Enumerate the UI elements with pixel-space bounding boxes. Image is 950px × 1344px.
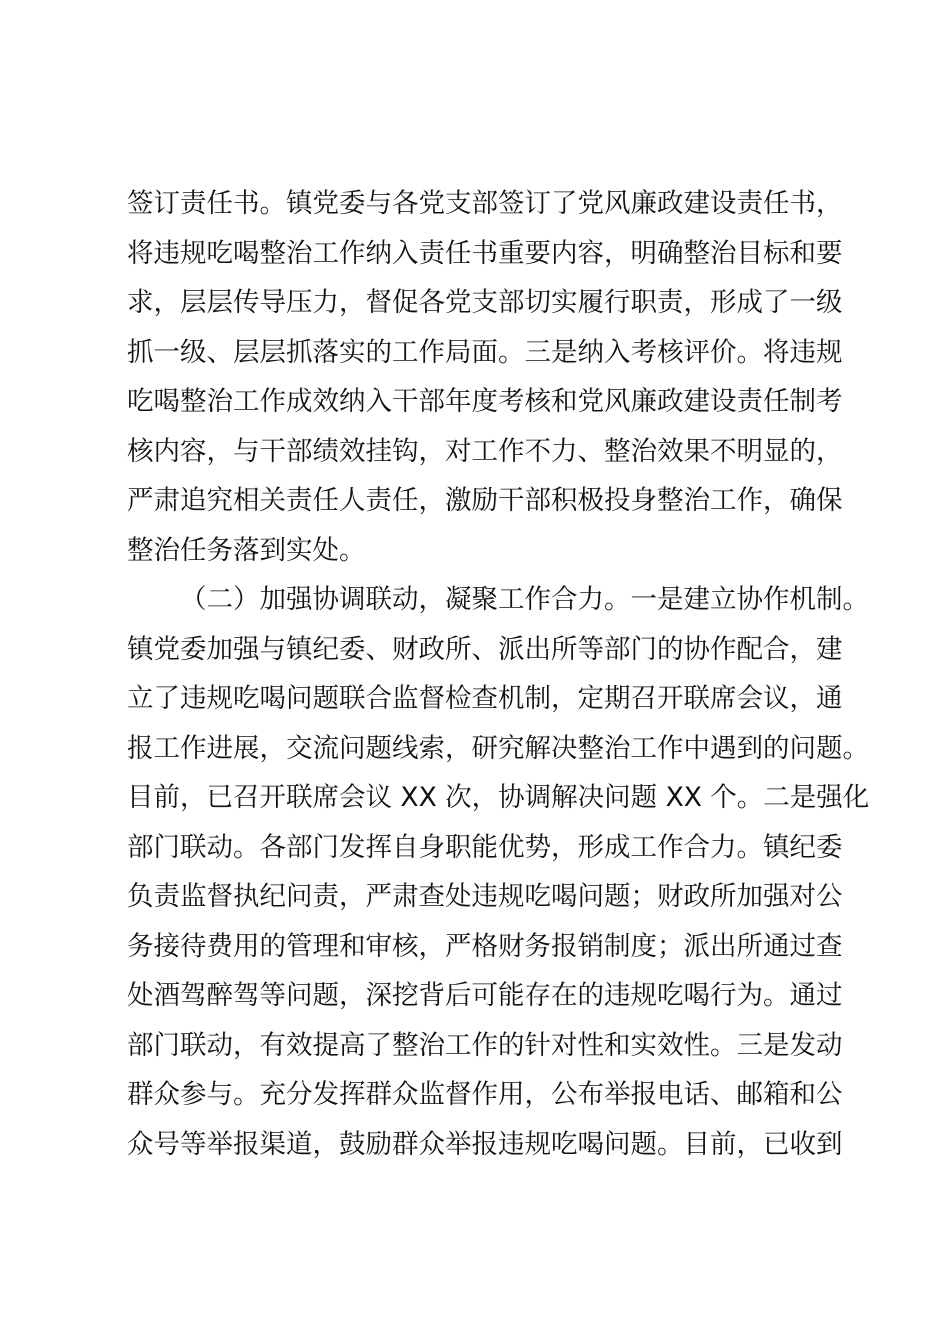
text-line: 群众参与。充分发挥群众监督作用，公布举报电话、邮箱和公 bbox=[127, 1079, 843, 1110]
text-line: 严肃追究相关责任人责任，激励干部积极投身整治工作，确保 bbox=[127, 485, 843, 516]
paragraph-2 bbox=[127, 575, 870, 1169]
text-line: 部门联动。各部门发挥自身职能优势，形成工作合力。镇纪委 bbox=[127, 831, 843, 863]
text-line: 将违规吃喝整治工作纳入责任书重要内容，明确整治目标和要 bbox=[127, 237, 843, 269]
text-line: 核内容，与干部绩效挂钩，对工作不力、整治效果不明显的， bbox=[127, 435, 843, 467]
paragraph-1 bbox=[127, 179, 847, 575]
text-line: 求，层层传导压力，督促各党支部切实履行职责，形成了一级 bbox=[127, 287, 843, 318]
text-line: 务接待费用的管理和审核，严格财务报销制度；派出所通过查 bbox=[127, 930, 843, 962]
text-line: 镇党委加强与镇纪委、财政所、派出所等部门的协作配合，建 bbox=[127, 633, 843, 665]
text-line: 负责监督执纪问责，严肃查处违规吃喝问题；财政所加强对公 bbox=[127, 881, 843, 912]
text-line: 目前，已召开联席会议 XX 次，协调解决问题 XX 个。二是强化 bbox=[127, 782, 870, 813]
text-line: 整治任务落到实处。 bbox=[127, 534, 366, 566]
text-line: 部门联动，有效提高了整治工作的针对性和实效性。三是发动 bbox=[127, 1029, 843, 1061]
paragraph-heading-line: （二）加强协调联动，凝聚工作合力。一是建立协作机制。 bbox=[180, 584, 869, 615]
text-line: 报工作进展，交流问题线索，研究解决整治工作中遇到的问题。 bbox=[127, 732, 869, 764]
text-line: 立了违规吃喝问题联合监督检查机制，定期召开联席会议，通 bbox=[127, 683, 843, 714]
body-text bbox=[127, 179, 870, 1169]
text-line: 处酒驾醉驾等问题，深挖背后可能存在的违规吃喝行为。通过 bbox=[127, 980, 843, 1011]
text-line: 吃喝整治工作成效纳入干部年度考核和党风廉政建设责任制考 bbox=[127, 386, 843, 417]
text-line: 签订责任书。镇党委与各党支部签订了党风廉政建设责任书， bbox=[127, 188, 843, 219]
text-line: 众号等举报渠道，鼓励群众举报违规吃喝问题。目前，已收到 bbox=[127, 1128, 843, 1160]
text-line: 抓一级、层层抓落实的工作局面。三是纳入考核评价。将违规 bbox=[127, 336, 843, 368]
